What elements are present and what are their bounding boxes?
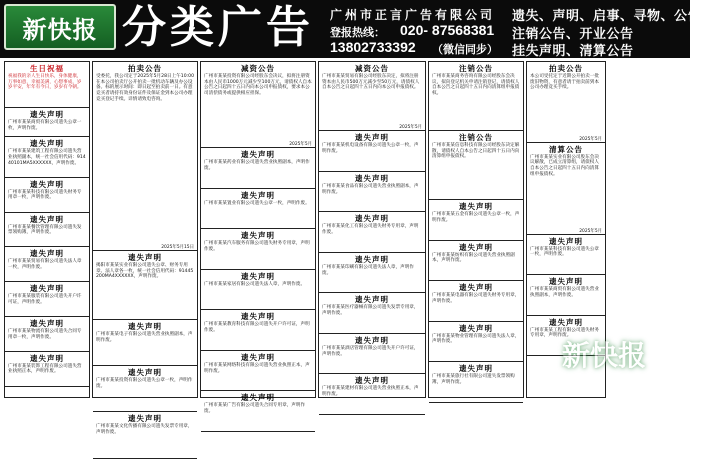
ad-body: 广州市某某科技有限公司遗失财务专用章一枚，声明作废。 bbox=[8, 189, 82, 201]
ad-block bbox=[5, 62, 89, 108]
ad-title: 遗失声明 bbox=[355, 173, 389, 183]
category-line-3: 挂失声明、清算公告 bbox=[512, 44, 634, 59]
ad-body: 祝福我的亲人生日快乐，身体健康，万事如意，幸福美满，心想事成，岁岁平安，年年有今日，岁岁有今朝。 bbox=[8, 74, 82, 91]
ad-date: 2025年5月 bbox=[289, 142, 312, 148]
ad-block bbox=[93, 251, 197, 320]
ad-body: 广州市某某广告有限公司遗失合同专用章，声明作废。 bbox=[204, 403, 306, 415]
ad-title: 遗失声明 bbox=[355, 295, 389, 305]
ad-date: 2025年5月 bbox=[579, 228, 602, 234]
ad-title: 遗失声明 bbox=[241, 271, 275, 281]
category-line-2: 注销公告、开业公告 bbox=[512, 27, 634, 42]
header-banner bbox=[0, 0, 701, 59]
ad-date: 2025年5月 bbox=[579, 136, 602, 142]
ad-title: 遗失声明 bbox=[459, 323, 493, 333]
ad-title: 遗失声明 bbox=[549, 277, 583, 287]
ad-body: 广州市某某商贸有限公司遗失营业执照副本，声明作废。 bbox=[530, 287, 599, 298]
ad-body: 广州市某某酒店管理有限公司遗失开户许可证，声明作废。 bbox=[322, 345, 419, 357]
ad-column bbox=[92, 61, 198, 436]
ad-body: 广州市某某药业有限公司遗失营业执照副本，声明作废。 bbox=[204, 160, 310, 172]
ad-title: 遗失声明 bbox=[241, 150, 275, 160]
logo-text: 新快报 bbox=[22, 15, 98, 44]
ad-body: 广州市某某信息科技有限公司经股东决定解散，请债权人自本公告之日起四十五日内向清算组申报债权。 bbox=[432, 143, 520, 160]
ad-body: 广州市某某服装有限公司遗失开户许可证，声明作废。 bbox=[8, 294, 82, 305]
mobile-number: 13802733392 bbox=[330, 39, 416, 55]
ad-body: 广州市某某贸易有限公司遗失法人章一枚，声明作废。 bbox=[8, 259, 82, 271]
ad-block bbox=[527, 62, 605, 143]
ad-body: 广州市某某装饰工程有限公司遗失营业执照正本，声明作废。 bbox=[8, 363, 82, 375]
ad-block bbox=[319, 293, 425, 334]
ad-title: 遗失声明 bbox=[128, 253, 162, 262]
ad-title: 遗失声明 bbox=[355, 254, 389, 264]
ad-block bbox=[201, 351, 315, 392]
ad-title: 注销公告 bbox=[459, 133, 493, 142]
ad-body: 广州市某某贸易有限公司经股东决定，拟将注册资本由人民币500万元减少至50万元，请债权人自本公告之日起四十五日内向本公司申报债权。 bbox=[322, 74, 420, 91]
ad-title: 遗失声明 bbox=[30, 139, 64, 149]
ad-body: 广州市某某工程有限公司遗失财务专用章，声明作废。 bbox=[530, 327, 599, 339]
ad-title: 遗失声明 bbox=[30, 214, 64, 224]
ad-block bbox=[527, 275, 605, 316]
hotline-label: 登报热线： bbox=[330, 26, 385, 39]
ad-block bbox=[319, 172, 425, 213]
wechat-note: （微信同步） bbox=[432, 43, 498, 56]
ad-block bbox=[429, 131, 523, 200]
ad-block bbox=[5, 213, 89, 248]
newspaper-logo bbox=[4, 4, 116, 50]
ad-block bbox=[527, 143, 605, 235]
ad-block bbox=[5, 178, 89, 213]
ad-body: 广州市某某印刷有限公司遗失法人章，声明作废。 bbox=[322, 264, 414, 276]
ad-body: 广州市某某电器有限公司遗失财务专用章，声明作废。 bbox=[432, 293, 520, 304]
ad-block bbox=[429, 322, 523, 363]
ad-block bbox=[93, 366, 197, 412]
ad-column bbox=[200, 61, 316, 415]
watermark-text: 新快报 bbox=[562, 339, 647, 372]
ad-block bbox=[319, 212, 425, 253]
ad-title: 遗失声明 bbox=[30, 249, 64, 259]
ad-body: 广州市某某电子有限公司遗失营业执照副本，声明作废。 bbox=[96, 332, 193, 343]
ad-title: 减资公告 bbox=[355, 64, 389, 73]
ad-title: 遗失声明 bbox=[128, 368, 162, 378]
hotline-number: 020- 87568381 bbox=[400, 22, 495, 38]
ad-body: 广州市某某物流有限公司遗失合同专用章一枚，声明作废。 bbox=[8, 328, 82, 340]
ad-body: 广州市某某物业管理有限公司遗失法人章，声明作废。 bbox=[432, 333, 520, 345]
ad-title: 遗失声明 bbox=[355, 214, 389, 224]
ad-body: 广州市某某实业有限公司股东会决议解散，已成立清算组，请债权人自本公告之日起四十五日内向清算组申报债权。 bbox=[530, 154, 599, 177]
ad-block bbox=[201, 189, 315, 230]
ad-column bbox=[4, 61, 90, 398]
ad-body: 广州市某某食品有限公司遗失营业执照副本，声明作废。 bbox=[322, 183, 419, 195]
ad-block bbox=[319, 334, 425, 375]
ad-block bbox=[319, 253, 425, 294]
ad-title: 遗失声明 bbox=[128, 414, 162, 424]
ad-block bbox=[429, 200, 523, 241]
ad-title: 遗失声明 bbox=[459, 242, 493, 252]
ad-title: 遗失声明 bbox=[459, 283, 493, 292]
ad-body: 广州市某某文化传播有限公司遗失发票专用章，声明作废。 bbox=[96, 424, 193, 436]
ad-body: 受委托，我公司定于2025年5月28日上午10:00在本公司拍卖厅公开拍卖一批机动车辆及办公设备。标的展示时间：即日起至拍卖前一日。有意竞买者请持有效身份证件及保证金到本公司办理竞买登记手续。详情请致电咨询。 bbox=[96, 74, 195, 102]
ad-body: 广州市某某网络科技有限公司遗失营业执照正本，声明作废。 bbox=[204, 362, 310, 374]
ad-block bbox=[527, 235, 605, 276]
ad-block bbox=[429, 281, 523, 322]
ad-title: 遗失声明 bbox=[241, 393, 275, 403]
ad-body: 广州市某某商务咨询有限公司经股东会决议，拟向登记机关申请注销登记，请债权人自本公告之日起四十五日内向清算组申报债权。 bbox=[432, 74, 520, 97]
ad-block bbox=[5, 317, 89, 352]
ad-title: 遗失声明 bbox=[549, 317, 583, 327]
section-title: 分类广告 bbox=[122, 2, 314, 53]
ad-block bbox=[319, 62, 425, 131]
ad-body: 广州市某某科技有限公司遗失公章一枚，声明作废。 bbox=[530, 246, 599, 258]
ad-title: 遗失声明 bbox=[30, 284, 64, 294]
ad-block bbox=[93, 320, 197, 366]
ad-title: 遗失声明 bbox=[355, 335, 389, 345]
ad-title: 遗失声明 bbox=[30, 110, 64, 120]
category-line-1: 遗失、声明、启事、寻物、公告 bbox=[512, 9, 701, 24]
ad-block bbox=[5, 247, 89, 282]
ad-title: 遗失声明 bbox=[241, 312, 275, 322]
ad-block bbox=[5, 282, 89, 317]
ad-block bbox=[429, 362, 523, 403]
ad-title: 遗失声明 bbox=[355, 133, 389, 143]
ad-body: 广州市某某化工有限公司遗失财务专用章，声明作废。 bbox=[322, 224, 419, 235]
ad-title: 注销公告 bbox=[459, 64, 493, 73]
ad-body: 广州市某某机电设备有限公司遗失公章一枚，声明作废。 bbox=[322, 143, 419, 154]
ad-body: 广州市某某投资有限公司遗失公章一枚，声明作废。 bbox=[96, 378, 193, 389]
ad-body: 本公司受托定于近期公开拍卖一批废旧物资，有意者请于拍卖前到本公司办理竞买手续。 bbox=[530, 74, 599, 91]
ad-title: 清算公告 bbox=[549, 144, 583, 154]
ad-title: 遗失声明 bbox=[459, 202, 493, 211]
ad-title: 减资公告 bbox=[241, 64, 275, 73]
ad-block bbox=[5, 352, 89, 387]
ad-block bbox=[93, 62, 197, 251]
ad-body: 广州市某某旅行社有限公司遗失发票领购簿，声明作废。 bbox=[432, 374, 515, 385]
ad-block bbox=[93, 412, 197, 458]
ad-date: 2025年5月 bbox=[399, 125, 422, 131]
ad-body: 揭阳市某某实业有限公司遗失公章、财务专用章、法人章各一枚，统一社会信用代码：91445200MA4XXXXXX，声明作废。 bbox=[96, 263, 194, 280]
ad-title: 生日祝福 bbox=[30, 64, 64, 73]
ad-title: 遗失声明 bbox=[241, 231, 275, 241]
watermark-logo bbox=[554, 326, 670, 376]
ad-block bbox=[201, 310, 315, 351]
ad-block bbox=[319, 374, 425, 415]
ad-title: 遗失声明 bbox=[30, 179, 64, 189]
ad-title: 遗失声明 bbox=[549, 236, 583, 246]
ad-date: 2025年5月15日 bbox=[161, 245, 194, 250]
ad-title: 遗失声明 bbox=[241, 190, 275, 200]
ad-block bbox=[201, 229, 315, 270]
ad-body: 广州市某某五金有限公司遗失公章一枚，声明作废。 bbox=[432, 212, 520, 223]
ad-block bbox=[201, 62, 315, 148]
ad-column bbox=[428, 61, 524, 398]
ad-body: 广州市某某餐饮管理有限公司遗失发票领购簿，声明作废。 bbox=[8, 224, 82, 236]
ad-block bbox=[319, 131, 425, 172]
ad-block bbox=[201, 270, 315, 311]
ad-title: 遗失声明 bbox=[128, 322, 162, 331]
ad-body: 广州市某某家居有限公司遗失法人章，声明作废。 bbox=[204, 281, 306, 287]
ad-title: 遗失声明 bbox=[30, 353, 64, 363]
ad-body: 广州市某某建筑工程有限公司遗失营业执照副本，统一社会信用代码：91440101MA5XXXXXX，声明作废。 bbox=[8, 149, 86, 166]
company-name: 广州市正言广告有限公司 bbox=[330, 8, 496, 22]
ad-title: 拍卖公告 bbox=[549, 64, 583, 73]
ad-title: 遗失声明 bbox=[459, 364, 493, 373]
ad-column bbox=[318, 61, 426, 398]
ad-block bbox=[429, 241, 523, 282]
ad-block bbox=[429, 62, 523, 131]
ad-block bbox=[201, 391, 315, 432]
ad-block bbox=[5, 137, 89, 178]
ad-body: 广州市某某商贸有限公司遗失公章一枚，声明作废。 bbox=[8, 120, 82, 131]
ad-body: 广州市某某教育科技有限公司遗失开户许可证，声明作废。 bbox=[204, 322, 310, 334]
ad-body: 广州市某某建材有限公司遗失营业执照正本，声明作废。 bbox=[322, 386, 419, 397]
ad-body: 广州市某某纺织有限公司遗失营业执照副本，声明作废。 bbox=[432, 252, 515, 264]
ad-body: 广州市某某投资有限公司经股东会决议，拟将注册资本由人民币1000万元减少至100万元，请债权人自本公告之日起四十五日内向本公司申报债权，要求本公司清偿债务或提供相应担保。 bbox=[204, 74, 312, 97]
ad-title: 遗失声明 bbox=[30, 318, 64, 328]
ad-title: 遗失声明 bbox=[355, 376, 389, 386]
ad-body: 广州市某某汽车服务有限公司遗失财务专用章，声明作废。 bbox=[204, 241, 310, 253]
ad-block bbox=[5, 108, 89, 137]
ad-block bbox=[201, 148, 315, 189]
ad-title: 遗失声明 bbox=[241, 352, 275, 362]
ad-body: 广州市某某置业有限公司遗失公章一枚，声明作废。 bbox=[204, 200, 310, 206]
ad-body: 广州市某某医疗器械有限公司遗失发票专用章，声明作废。 bbox=[322, 305, 419, 316]
ad-title: 拍卖公告 bbox=[128, 64, 162, 73]
